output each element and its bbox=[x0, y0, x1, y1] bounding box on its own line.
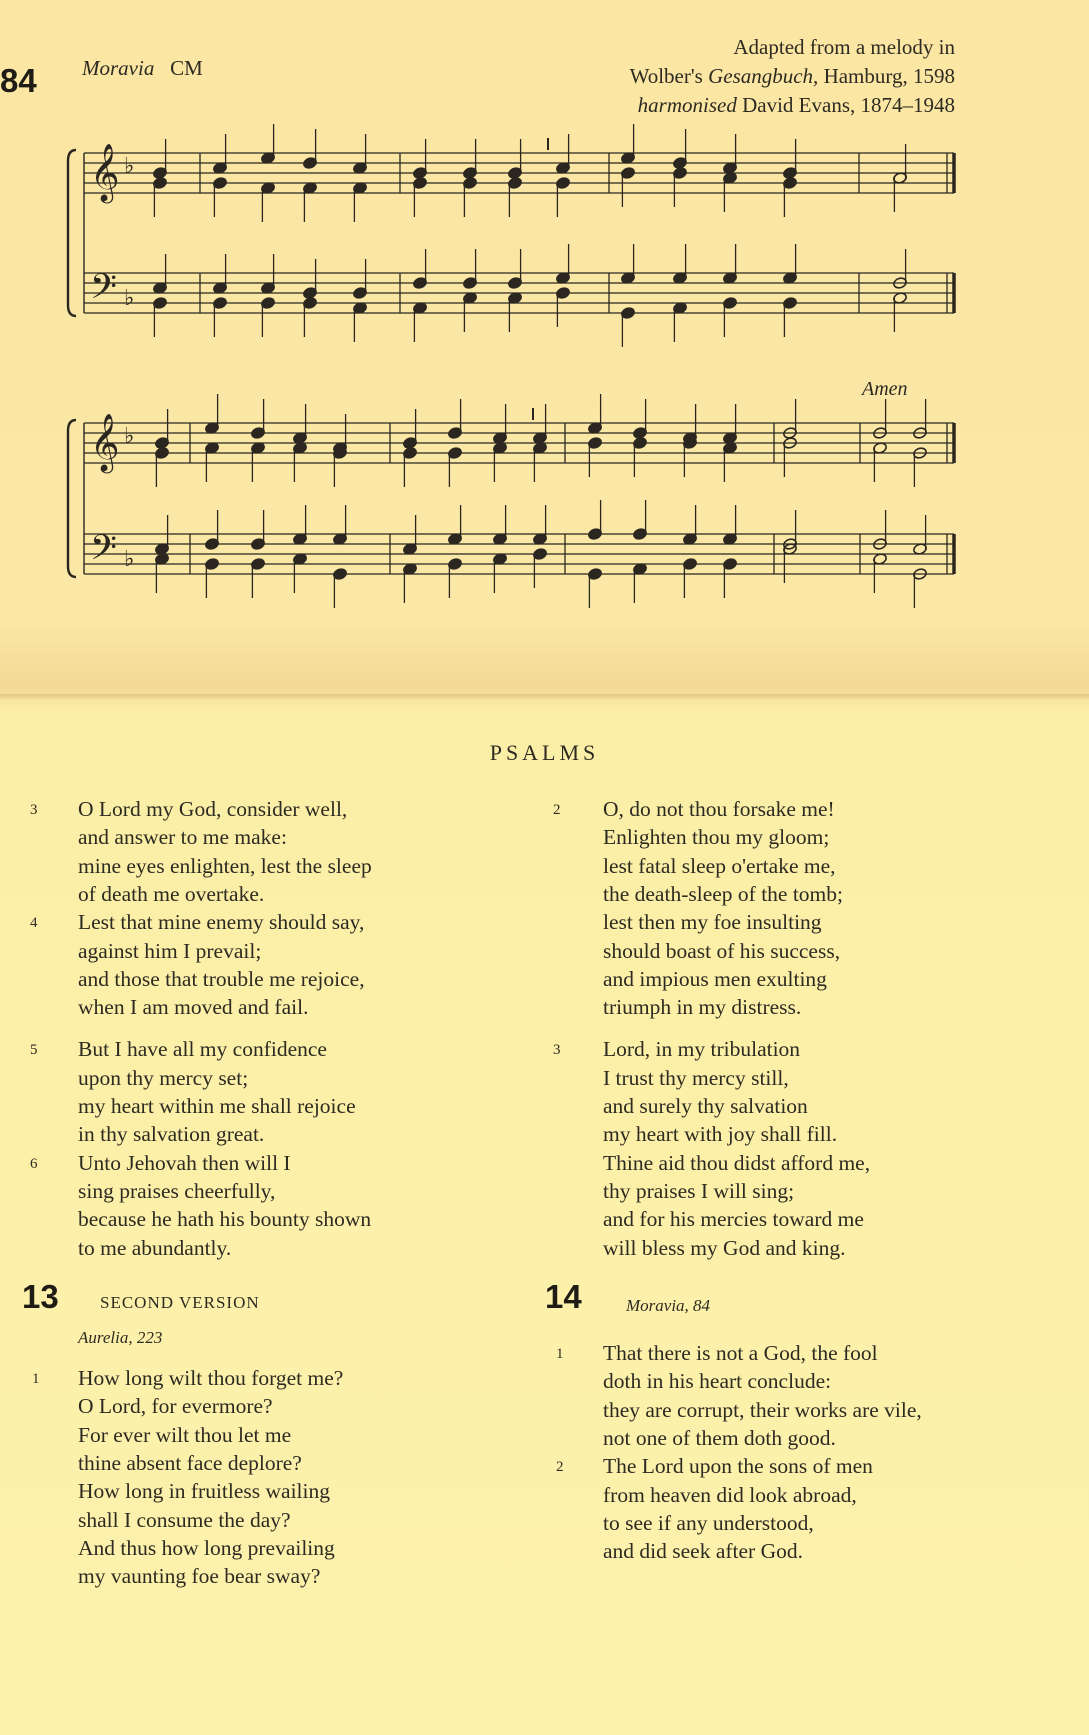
verse-line: the death-sleep of the tomb; bbox=[603, 881, 844, 906]
verse-line: O, do not thou forsake me! bbox=[603, 797, 835, 821]
verse-line: thy praises I will sing; bbox=[603, 1178, 795, 1203]
verse-line: not one of them doth good. bbox=[603, 1425, 836, 1450]
verse-line: should boast of his success, bbox=[603, 938, 841, 963]
verse-line: How long wilt thou forget me? bbox=[78, 1366, 344, 1390]
verse-line: The Lord upon the sons of men bbox=[603, 1454, 873, 1479]
amen-label: Amen bbox=[862, 378, 908, 400]
verse-line: they are corrupt, their works are vile, bbox=[603, 1397, 922, 1422]
verse-line: How long in fruitless wailing bbox=[78, 1479, 331, 1504]
verse-line: doth in his heart conclude: bbox=[603, 1369, 832, 1394]
verse-line: and answer to me make: bbox=[78, 825, 287, 850]
verse-line: Enlighten thou my gloom; bbox=[603, 825, 830, 850]
version-label: SECOND VERSION bbox=[100, 1293, 260, 1312]
key-signature-flat: ♭ bbox=[124, 424, 135, 449]
verse-line: lest then my foe insulting bbox=[603, 910, 822, 935]
stanza-number: 2 bbox=[553, 802, 561, 818]
verse-line: against him I prevail; bbox=[78, 938, 262, 963]
stanza-number: 2 bbox=[556, 1459, 564, 1476]
verse-line: when I am moved and fail. bbox=[78, 995, 309, 1020]
treble-clef: 𝄞 bbox=[90, 413, 120, 471]
verse-line: And thus how long prevailing bbox=[78, 1535, 335, 1560]
verse-line: and surely thy salvation bbox=[603, 1094, 808, 1118]
verse-line: to see if any understood, bbox=[603, 1510, 814, 1535]
verse-line: from heaven did look abroad, bbox=[603, 1482, 857, 1507]
key-signature-flat: ♭ bbox=[124, 547, 135, 572]
verse-line: and for his mercies toward me bbox=[603, 1207, 864, 1232]
verse-line: shall I consume the day? bbox=[78, 1507, 291, 1532]
verse-line: I trust thy mercy still, bbox=[603, 1065, 789, 1090]
psalm-number: 13 bbox=[22, 1278, 59, 1315]
stanza-number: 4 bbox=[30, 915, 38, 932]
page-fold bbox=[0, 694, 1089, 700]
stanza-number: 3 bbox=[30, 802, 38, 818]
treble-clef: 𝄞 bbox=[90, 143, 120, 201]
verse-line: my heart with joy shall fill. bbox=[603, 1122, 838, 1147]
verse-line: upon thy mercy set; bbox=[78, 1065, 249, 1090]
stanza-number: 1 bbox=[556, 1346, 564, 1362]
stanza-number: 5 bbox=[30, 1042, 38, 1059]
bass-clef: 𝄢 bbox=[90, 527, 118, 576]
stanza-number: 3 bbox=[553, 1042, 561, 1059]
verse-line: mine eyes enlighten, lest the sleep bbox=[78, 853, 372, 878]
verse-line: will bless my God and king. bbox=[603, 1235, 846, 1260]
key-signature-flat: ♭ bbox=[124, 286, 135, 311]
verse-line: Lest that mine enemy should say, bbox=[78, 910, 365, 935]
verse-line: and impious men exulting bbox=[603, 966, 827, 991]
verse-line: O Lord, for evermore? bbox=[78, 1394, 273, 1419]
verse-line: But I have all my confidence bbox=[78, 1037, 327, 1062]
credit-line-2: Wolber's Gesangbuch, Hamburg, 1598 bbox=[629, 64, 955, 88]
section-title: PSALMS bbox=[489, 740, 600, 765]
system-bracket bbox=[68, 420, 76, 577]
verse-line: Lord, in my tribulation bbox=[603, 1037, 801, 1062]
tune-reference: Aurelia, 223 bbox=[78, 1328, 163, 1347]
music-score bbox=[0, 0, 1089, 680]
psalm-number: 14 bbox=[545, 1278, 582, 1315]
verse-line: because he hath his bounty shown bbox=[78, 1207, 372, 1232]
credit-line-3: harmonised David Evans, 1874–1948 bbox=[637, 93, 955, 117]
verse-line: That there is not a God, the fool bbox=[603, 1341, 878, 1365]
credit-line-1: Adapted from a melody in bbox=[733, 35, 955, 59]
stanza-number: 6 bbox=[30, 1155, 38, 1172]
verse-line: and those that trouble me rejoice, bbox=[78, 966, 365, 991]
tune-reference: Moravia, 84 bbox=[626, 1296, 711, 1315]
system-bracket bbox=[68, 150, 76, 316]
verse-line: thine absent face deplore? bbox=[78, 1450, 302, 1475]
tune-name: Moravia bbox=[82, 56, 155, 80]
verse-line: to me abundantly. bbox=[78, 1235, 232, 1260]
stanza-number: 1 bbox=[32, 1371, 40, 1387]
verse-line: sing praises cheerfully, bbox=[78, 1178, 276, 1203]
verse-line: O Lord my God, consider well, bbox=[78, 797, 348, 821]
verse-line: in thy salvation great. bbox=[78, 1122, 265, 1147]
verse-line: For ever wilt thou let me bbox=[78, 1422, 292, 1447]
verse-line: Thine aid thou didst afford me, bbox=[603, 1150, 871, 1175]
verse-line: lest fatal sleep o'ertake me, bbox=[603, 853, 836, 878]
verse-line: my vaunting foe bear sway? bbox=[78, 1564, 321, 1589]
verse-line: Unto Jehovah then will I bbox=[78, 1150, 291, 1175]
verse-line: triumph in my distress. bbox=[603, 995, 802, 1020]
verse-line: of death me overtake. bbox=[78, 881, 265, 906]
key-signature-flat: ♭ bbox=[124, 154, 135, 179]
bass-clef: 𝄢 bbox=[90, 266, 118, 315]
meter: CM bbox=[170, 56, 203, 80]
hymn-number: 84 bbox=[0, 62, 37, 99]
verse-line: my heart within me shall rejoice bbox=[78, 1094, 356, 1118]
verse-line: and did seek after God. bbox=[603, 1539, 803, 1564]
